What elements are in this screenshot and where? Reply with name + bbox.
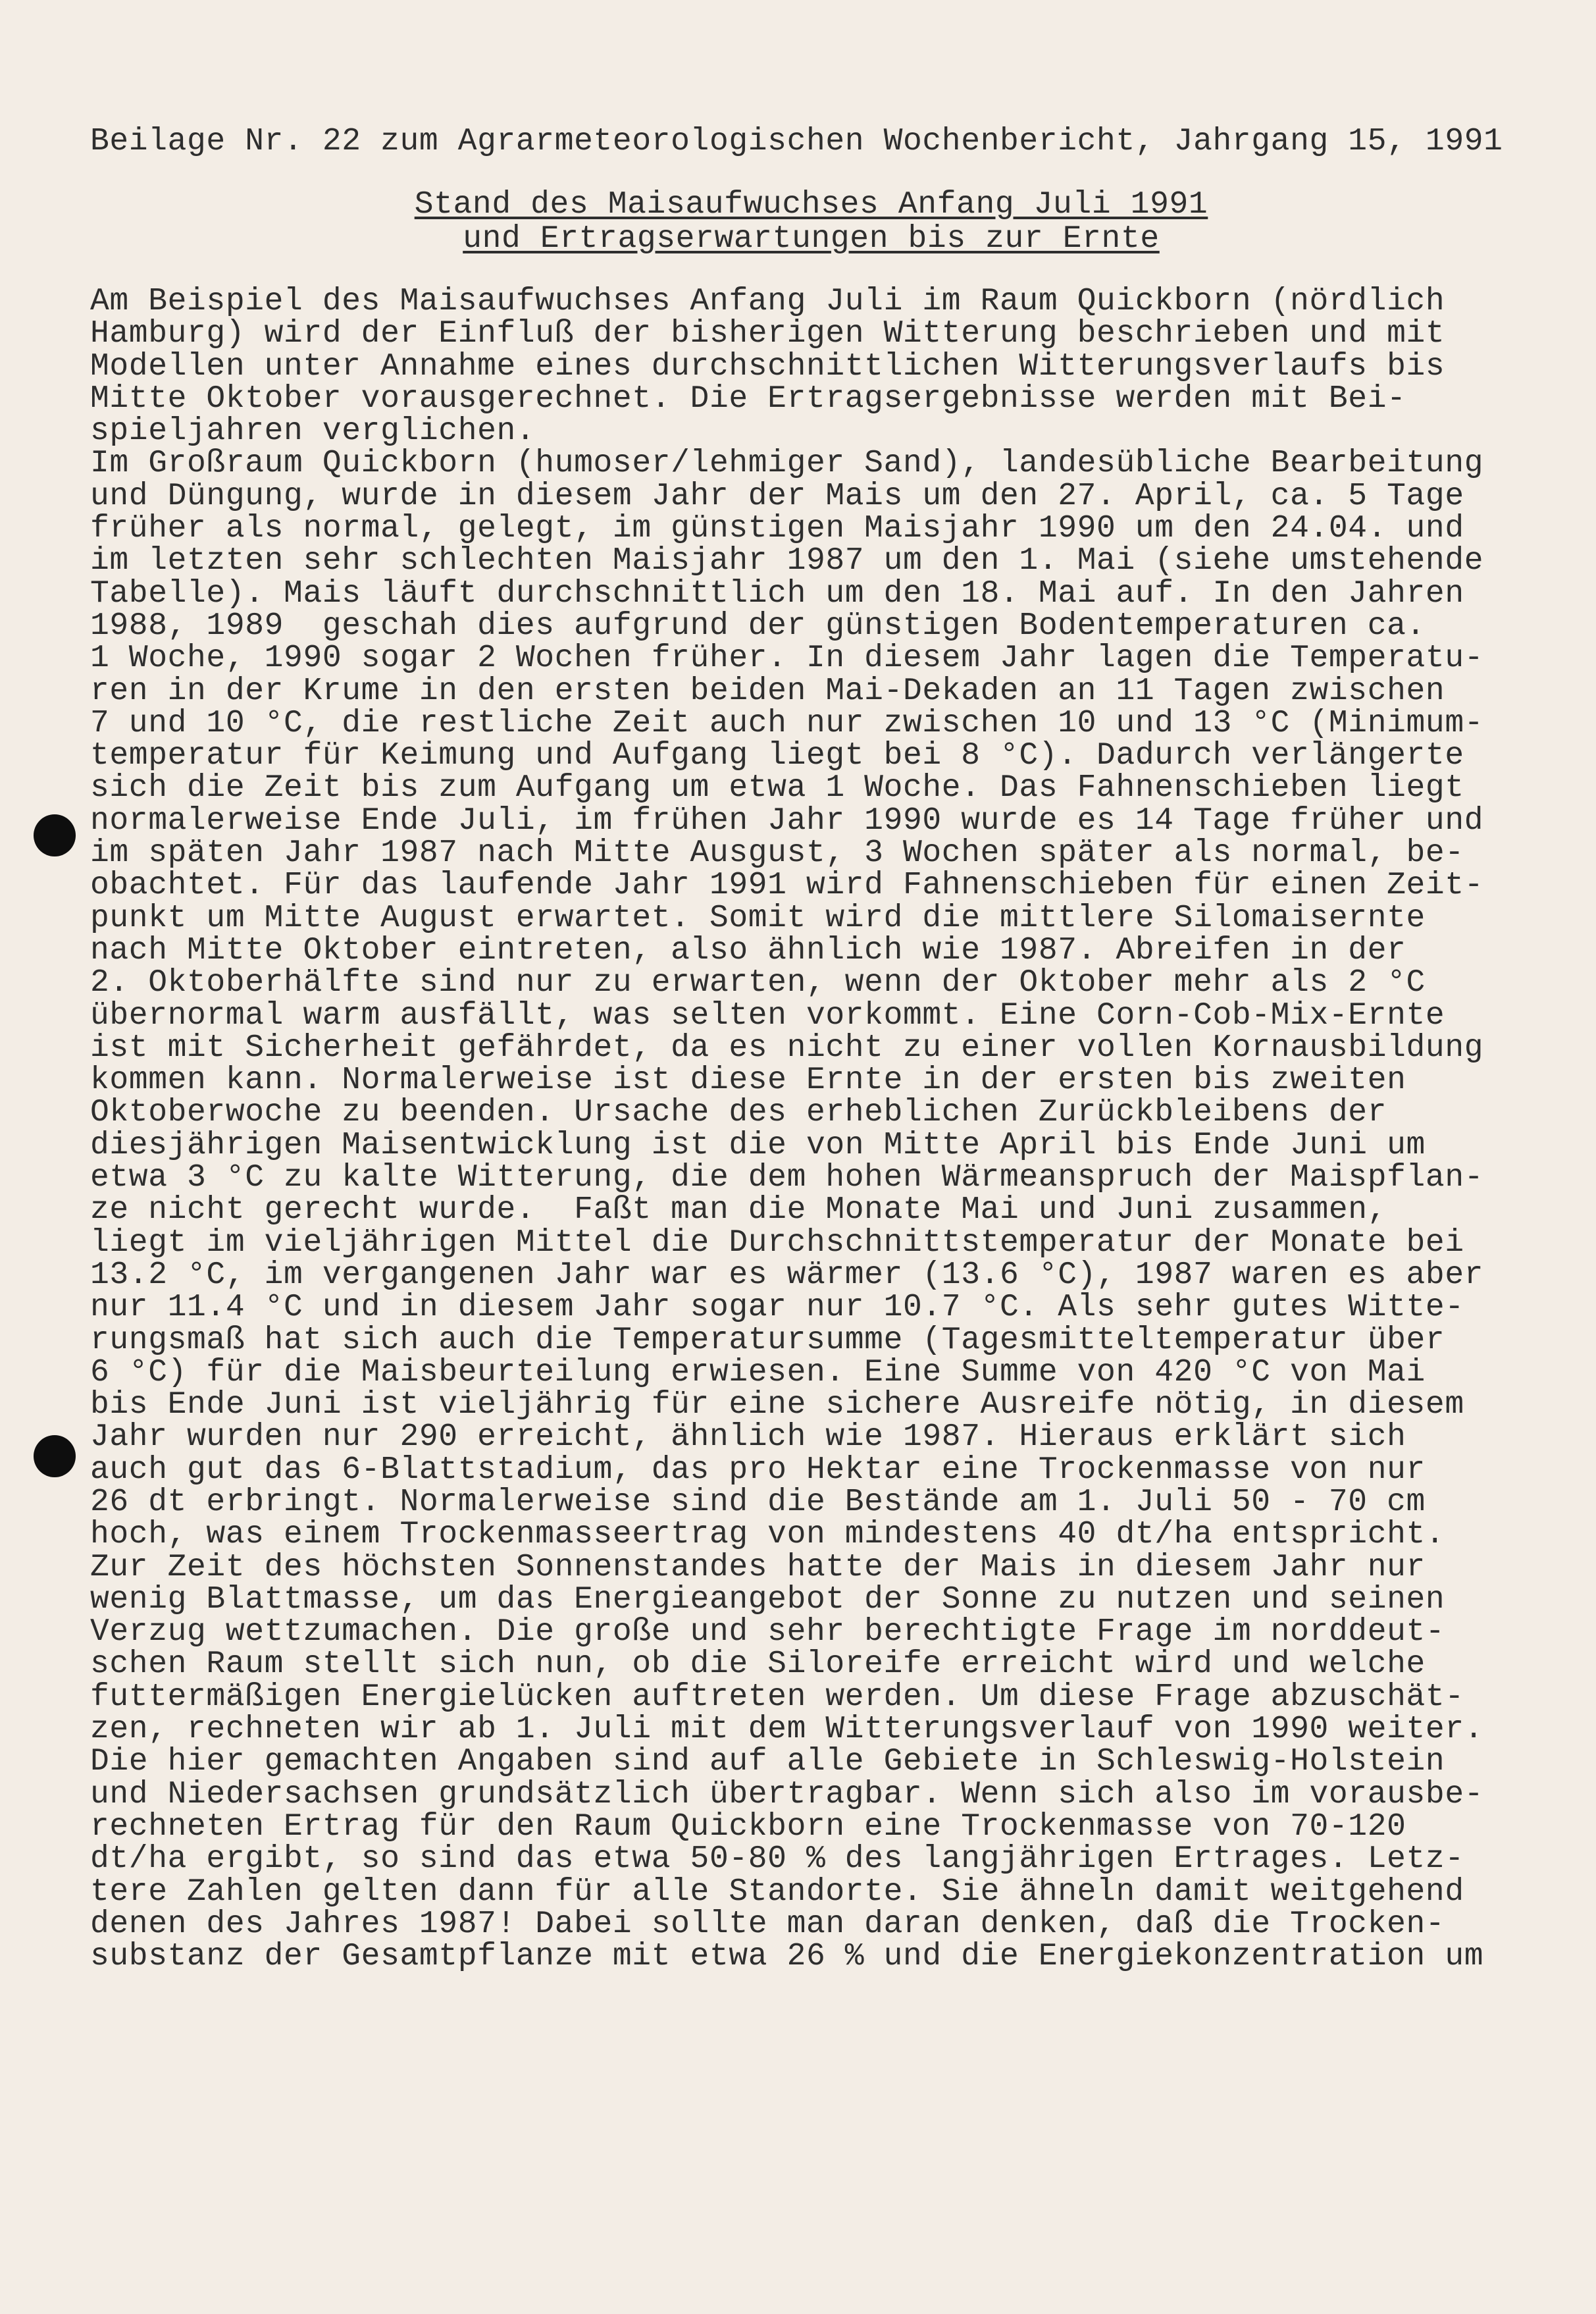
body-line: sich die Zeit bis zum Aufgang um etwa 1 Woche. Das Fahnenschieben liegt — [90, 770, 1464, 806]
body-line: Jahr wurden nur 290 erreicht, ähnlich wie 1987. Hieraus erklärt sich — [90, 1419, 1406, 1456]
body-line: 7 und 10 °C, die restliche Zeit auch nur zwischen 10 und 13 °C (Minimum- — [90, 705, 1484, 741]
body-line: auch gut das 6-Blattstadium, das pro Hektar eine Trockenmasse von nur — [90, 1452, 1426, 1488]
body-line: nach Mitte Oktober eintreten, also ähnlich wie 1987. Abreifen in der — [90, 932, 1406, 968]
body-line: und Düngung, wurde in diesem Jahr der Mais um den 27. April, ca. 5 Tage — [90, 478, 1464, 514]
body-line: 1988, 1989 geschah dies aufgrund der günstigen Bodentemperaturen ca. — [90, 608, 1426, 644]
body-line: 1 Woche, 1990 sogar 2 Wochen früher. In diesem Jahr lagen die Temperatu- — [90, 641, 1484, 677]
body-line: übernormal warm ausfällt, was selten vorkommt. Eine Corn-Cob-Mix-Ernte — [90, 997, 1445, 1034]
body-line: bis Ende Juni ist vieljährig für eine sichere Ausreife nötig, in diesem — [90, 1387, 1464, 1423]
body-line: punkt um Mitte August erwartet. Somit wird die mittlere Silomaisernte — [90, 900, 1426, 936]
body-line: schen Raum stellt sich nun, ob die Siloreife erreicht wird und welche — [90, 1646, 1426, 1683]
body-line: ze nicht gerecht wurde. Faßt man die Monate Mai und Juni zusammen, — [90, 1192, 1387, 1228]
body-line: 6 °C) für die Maisbeurteilung erwiesen. Eine Summe von 420 °C von Mai — [90, 1354, 1426, 1390]
body-line: Hamburg) wird der Einfluß der bisherigen Witterung beschrieben und mit — [90, 316, 1445, 352]
body-line: obachtet. Für das laufende Jahr 1991 wird Fahnenschieben für einen Zeit- — [90, 868, 1484, 904]
body-line: temperatur für Keimung und Aufgang liegt bei 8 °C). Dadurch verlängerte — [90, 738, 1464, 774]
body-line: spieljahren verglichen. — [90, 413, 536, 450]
body-line: dt/ha ergibt, so sind das etwa 50-80 % des langjährigen Ertrages. Letz- — [90, 1841, 1464, 1878]
punch-hole-top — [34, 814, 76, 856]
body-line: Die hier gemachten Angaben sind auf alle Gebiete in Schleswig-Holstein — [90, 1744, 1445, 1780]
document-header: Beilage Nr. 22 zum Agrarmeteorologischen Wochenbericht, Jahrgang 15, 1991 — [90, 124, 1503, 159]
title-line-2: und Ertragserwartungen bis zur Ernte — [463, 221, 1160, 257]
body-line: 2. Oktoberhälfte sind nur zu erwarten, wenn der Oktober mehr als 2 °C — [90, 965, 1426, 1001]
body-line — [90, 1973, 1538, 2005]
body-line: im letzten sehr schlechten Maisjahr 1987 um den 1. Mai (siehe umstehende — [90, 543, 1484, 579]
body-text — [90, 286, 1538, 2006]
body-line: rungsmaß hat sich auch die Temperatursumme (Tagesmitteltemperatur über — [90, 1322, 1445, 1358]
body-line: diesjährigen Maisentwicklung ist die von Mitte April bis Ende Juni um — [90, 1127, 1426, 1163]
body-line: rechneten Ertrag für den Raum Quickborn eine Trockenmasse von 70-120 — [90, 1808, 1406, 1845]
punch-hole-bottom — [34, 1435, 76, 1477]
body-line: tere Zahlen gelten dann für alle Standorte. Sie ähneln damit weitgehend — [90, 1874, 1464, 1910]
body-line: ist mit Sicherheit gefährdet, da es nicht zu einer vollen Kornausbildung — [90, 1030, 1484, 1066]
body-line: kommen kann. Normalerweise ist diese Ernte in der ersten bis zweiten — [90, 1063, 1406, 1099]
body-line: normalerweise Ende Juli, im frühen Jahr 1990 wurde es 14 Tage früher und — [90, 802, 1484, 839]
body-line: Im Großraum Quickborn (humoser/lehmiger Sand), landesübliche Bearbeitung — [90, 446, 1484, 482]
body-line: Modellen unter Annahme eines durchschnittlichen Witterungsverlaufs bis — [90, 348, 1445, 384]
body-line: futtermäßigen Energielücken auftreten werden. Um diese Frage abzuschät- — [90, 1679, 1464, 1715]
body-line: früher als normal, gelegt, im günstigen Maisjahr 1990 um den 24.04. und — [90, 511, 1464, 547]
body-line: wenig Blattmasse, um das Energieangebot der Sonne zu nutzen und seinen — [90, 1581, 1445, 1617]
body-line: Verzug wettzumachen. Die große und sehr berechtigte Frage im norddeut- — [90, 1614, 1445, 1650]
body-line: zen, rechneten wir ab 1. Juli mit dem Witterungsverlauf von 1990 weiter. — [90, 1712, 1484, 1748]
body-line: denen des Jahres 1987! Dabei sollte man daran denken, daß die Trocken- — [90, 1906, 1445, 1942]
body-line: und Niedersachsen grundsätzlich übertragbar. Wenn sich also im vorausbe- — [90, 1776, 1484, 1812]
document-title — [0, 188, 1596, 256]
body-line: Oktoberwoche zu beenden. Ursache des erheblichen Zurückbleibens der — [90, 1095, 1387, 1131]
body-line: nur 11.4 °C und in diesem Jahr sogar nur 10.7 °C. Als sehr gutes Witte- — [90, 1290, 1464, 1326]
body-line: hoch, was einem Trockenmasseertrag von mindestens 40 dt/ha entspricht. — [90, 1517, 1445, 1553]
body-line: 13.2 °C, im vergangenen Jahr war es wärmer (13.6 °C), 1987 waren es aber — [90, 1257, 1484, 1293]
body-line: substanz der Gesamtpflanze mit etwa 26 % und die Energiekonzentration um — [90, 1939, 1484, 1975]
body-line: Zur Zeit des höchsten Sonnenstandes hatte der Mais in diesem Jahr nur — [90, 1549, 1426, 1585]
body-line: liegt im vieljährigen Mittel die Durchschnittstemperatur der Monate bei — [90, 1224, 1464, 1261]
body-line: etwa 3 °C zu kalte Witterung, die dem hohen Wärmeanspruch der Maispflan- — [90, 1160, 1484, 1196]
title-line-1: Stand des Maisaufwuchses Anfang Juli 1991 — [414, 187, 1208, 223]
body-line: 26 dt erbringt. Normalerweise sind die Bestände am 1. Juli 50 - 70 cm — [90, 1484, 1426, 1520]
body-line: im späten Jahr 1987 nach Mitte Ausgust, 3 Wochen später als normal, be- — [90, 835, 1464, 872]
body-line: Am Beispiel des Maisaufwuchses Anfang Juli im Raum Quickborn (nördlich — [90, 284, 1445, 319]
body-line: Mitte Oktober vorausgerechnet. Die Ertragsergebnisse werden mit Bei- — [90, 381, 1406, 417]
body-line: ren in der Krume in den ersten beiden Mai-Dekaden an 11 Tagen zwischen — [90, 673, 1445, 709]
body-line: Tabelle). Mais läuft durchschnittlich um den 18. Mai auf. In den Jahren — [90, 575, 1464, 612]
